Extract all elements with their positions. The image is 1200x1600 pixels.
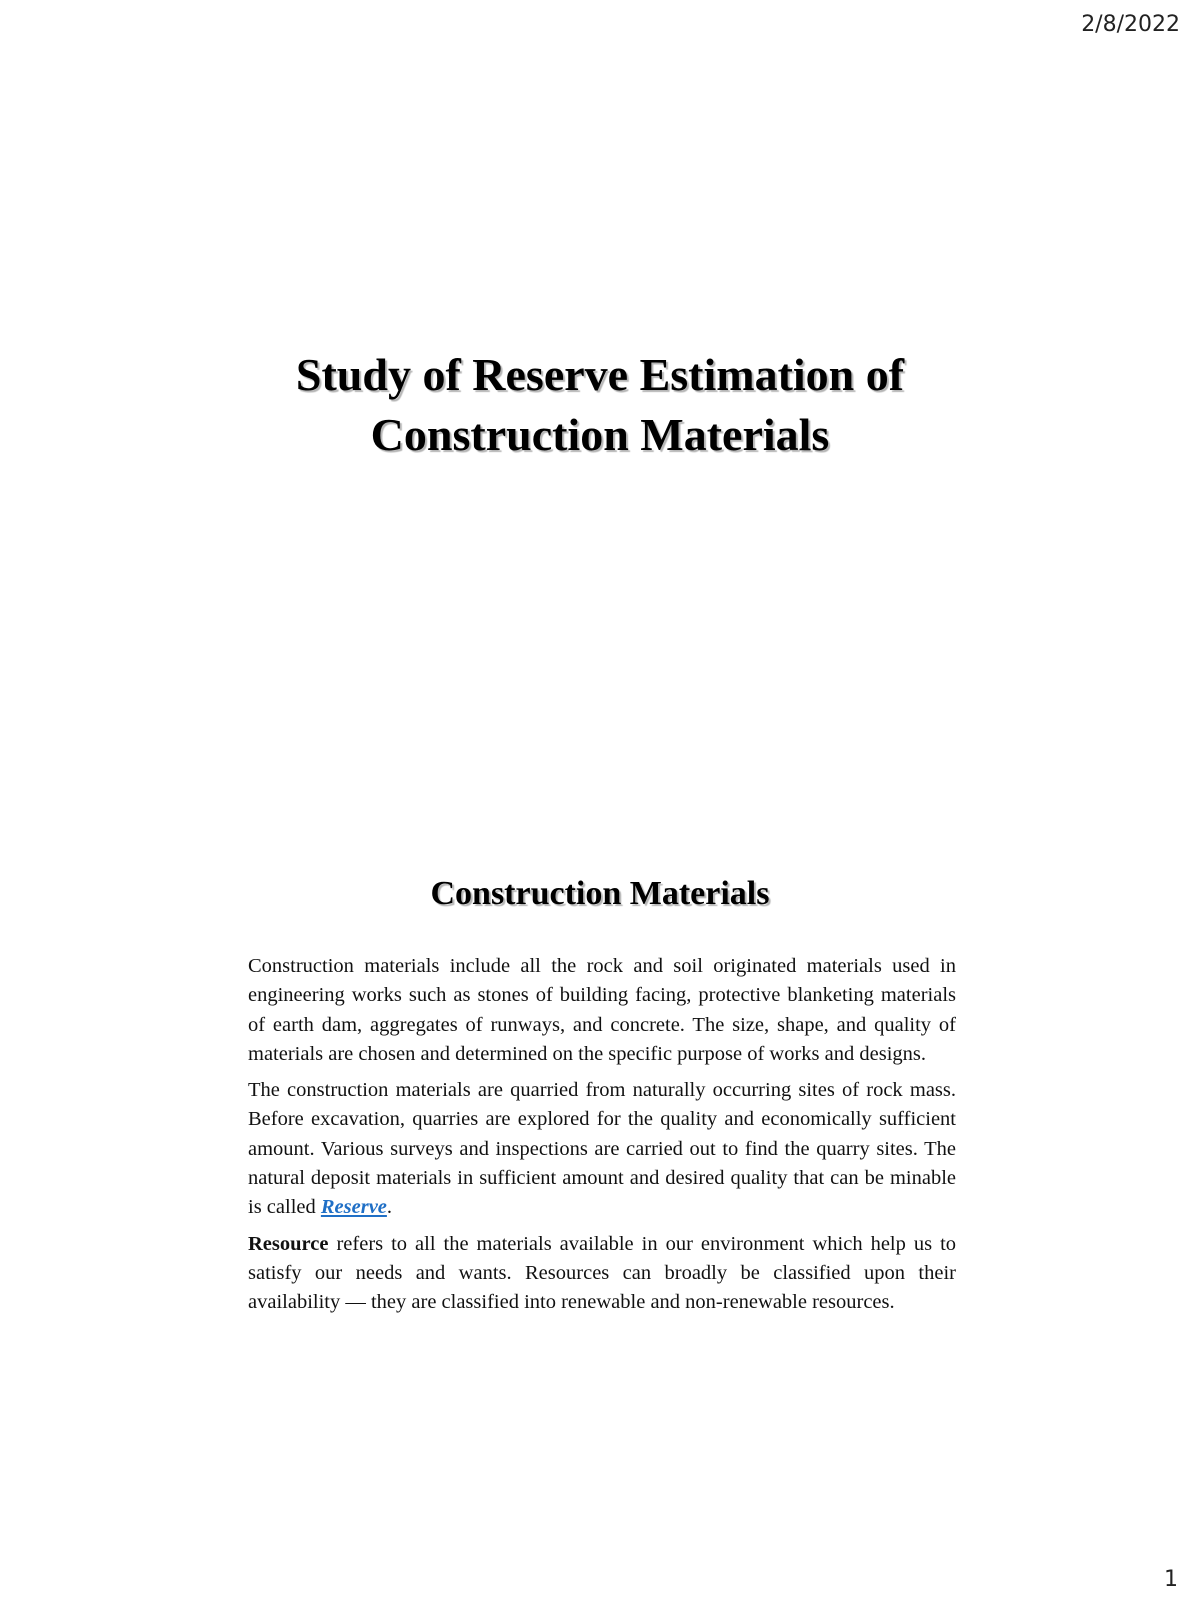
paragraph-definition: Construction materials include all the rock and soil originated materials used in engineering works such as stones of building facing, protective blanketing materials of earth dam, aggregates of runways, and concrete. The size, shape, and quality of materials are chosen and determined on the specific purpose of works and designs.: [248, 955, 956, 1065]
resource-term: Resource: [248, 1232, 329, 1255]
slide-body: [248, 952, 956, 1325]
section-heading: Construction Materials: [430, 875, 770, 912]
header-date: 2/8/2022: [1081, 12, 1180, 37]
paragraph-reserve-text: The construction materials are quarried from naturally occurring sites of rock mass. Before excavation, quarries are explored for the quality and economically sufficient amount. Various surveys and inspections are carried out to find the quarry sites. The natural deposit materials in sufficient amount and desired quality that can be minable is called: [248, 1079, 956, 1219]
paragraph-resource: [248, 1230, 956, 1318]
paragraph-reserve: [248, 1076, 956, 1222]
slide-title-line-2: Construction Materials: [370, 409, 830, 460]
paragraph-resource-text: refers to all the materials available in our environment which help us to satisfy our needs and wants. Resources can broadly be classified upon their availability — they are classified into renewable and non-renewable resources.: [248, 1232, 957, 1314]
slide-title-line-1: Study of Reserve Estimation of: [295, 349, 905, 400]
page-number: 1: [1164, 1567, 1178, 1592]
reserve-link[interactable]: Reserve: [320, 1196, 387, 1219]
paragraph-reserve-period: .: [386, 1196, 393, 1219]
slide-title: [0, 345, 1200, 465]
